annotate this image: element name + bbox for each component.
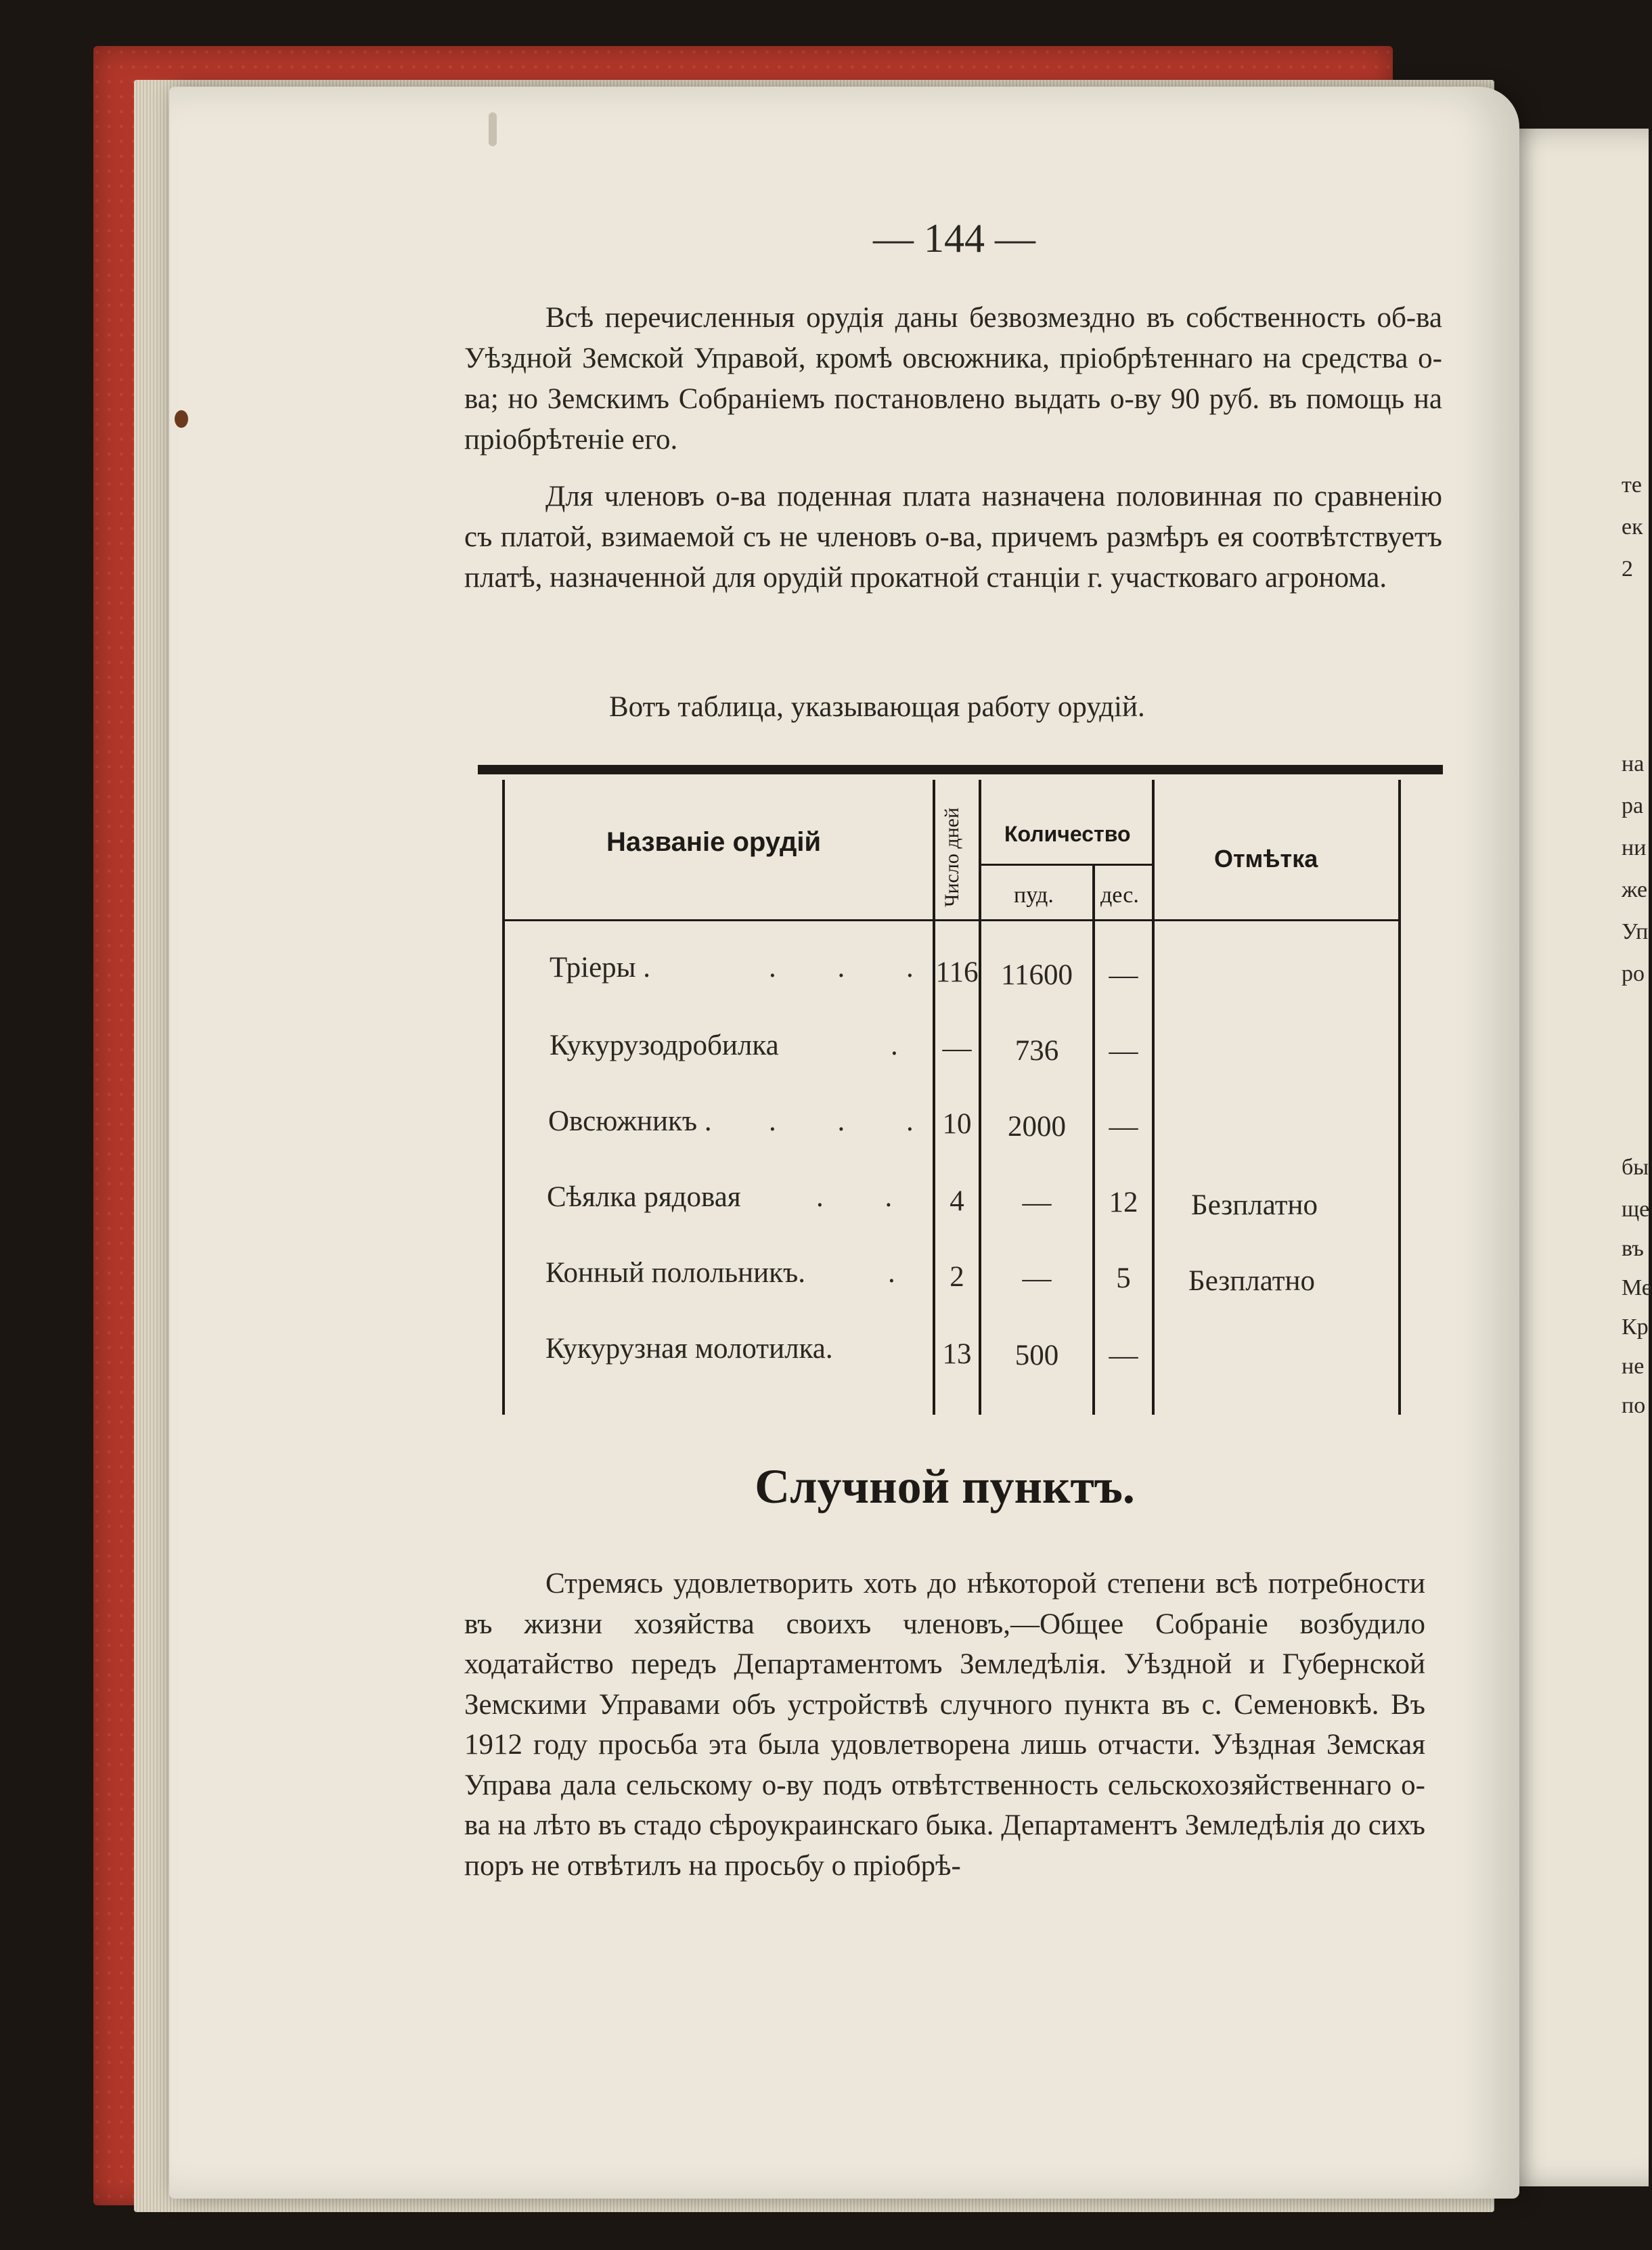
row-des: — — [1109, 1111, 1138, 1143]
table-caption: Вотъ таблица, указывающая работу орудій. — [609, 691, 1145, 723]
header-quantity: Количество — [1004, 822, 1131, 846]
row-dots: . . . — [769, 952, 941, 984]
row-note: Безплатно — [1191, 1189, 1318, 1221]
table-border — [979, 780, 981, 1415]
facing-page-fragment: ра — [1622, 793, 1644, 818]
row-days: — — [942, 1032, 972, 1064]
body-text — [464, 298, 1442, 598]
facing-page-fragment: бы — [1622, 1155, 1649, 1180]
row-name: Сѣялка рядовая — [547, 1181, 741, 1213]
facing-page-fragment: не — [1622, 1354, 1645, 1379]
row-days: 10 — [942, 1108, 972, 1140]
header-name: Названіе орудій — [606, 827, 822, 857]
header-days: Число дней — [941, 807, 963, 907]
paper-mark — [489, 112, 497, 146]
table-border — [502, 919, 1400, 921]
row-name: Овсюжникъ . — [548, 1105, 712, 1137]
facing-page-fragment: Уп — [1622, 919, 1649, 944]
facing-page-fragment: же — [1622, 877, 1648, 902]
table-border — [979, 864, 1152, 866]
facing-page-fragment: на — [1622, 751, 1645, 776]
row-name: Конный полольникъ. — [545, 1257, 806, 1289]
ink-spot — [175, 410, 188, 428]
row-dots: . . . — [769, 1105, 941, 1137]
row-days: 116 — [935, 956, 979, 988]
row-pud: — — [1022, 1187, 1052, 1218]
facing-page-fragment: те — [1622, 472, 1642, 498]
header-des: дес. — [1100, 883, 1139, 908]
facing-page-fragment: ро — [1622, 961, 1645, 986]
table-border — [1152, 780, 1155, 1415]
row-des: 5 — [1116, 1262, 1131, 1294]
row-days: 2 — [950, 1261, 964, 1293]
paragraph: Для членовъ о-ва поденная плата назначена половинная по сравненію съ платой, взимаемой съ не членовъ о-ва, причемъ размѣръ ея соотвѣтствуетъ платѣ, назначенной для орудій прокатной станціи г. участковаго агронома. — [464, 481, 1442, 594]
facing-page-fragment: по — [1622, 1393, 1646, 1418]
facing-page-fragment: ни — [1622, 835, 1647, 860]
facing-page-fragment: Кр — [1622, 1315, 1649, 1340]
section-title: Случной пунктъ. — [755, 1459, 1135, 1514]
table-border — [1398, 780, 1401, 1415]
row-des: — — [1109, 1340, 1138, 1371]
table-border — [502, 780, 505, 1415]
page-number: — 144 — — [873, 216, 1035, 261]
facing-page-fragment: 2 — [1622, 556, 1633, 581]
facing-page-fragment: Ме — [1622, 1275, 1652, 1300]
row-des: — — [1109, 959, 1138, 991]
row-pud: 2000 — [1008, 1111, 1066, 1143]
row-pud: 736 — [1014, 1035, 1059, 1067]
section-body — [464, 1564, 1425, 1886]
header-note: Отмѣтка — [1214, 845, 1318, 873]
paragraph: Стремясь удовлетворить хоть до нѣкоторой степени всѣ потребности въ жизни хозяйства своихъ членовъ,—Общее Собраніе возбудило ходатайство передъ Департаментомъ Земледѣлія. Уѣздной и Губернской Земскими Управами объ устройствѣ случного пункта въ с. Семеновкѣ. Въ 1912 году просьба эта была удовлетворена лишь отчасти. Уѣздная Земская Управа дала сельскому о-ву подъ отвѣтственность сельскохозяйственнаго о-ва на лѣто въ стадо сѣроукраинскаго быка. Департаментъ Земледѣлія до сихъ поръ не отвѣтилъ на просьбу о пріобрѣ- — [464, 1568, 1425, 1882]
paragraph: Всѣ перечисленныя орудія даны безвозмездно въ собственность об-ва Уѣздной Земской Управой, кромѣ овсюжника, пріобрѣтеннаго на средства о-ва; но Земскимъ Собраніемъ постановлено выдать о-ву 90 руб. въ помощь на пріобрѣтеніе его. — [464, 302, 1442, 456]
row-days: 13 — [942, 1338, 972, 1370]
row-name: Кукурузная молотилка. — [545, 1333, 833, 1365]
row-name: Тріеры . — [550, 952, 651, 984]
table-top-rule — [478, 765, 1443, 774]
row-name: Кукурузодробилка — [550, 1030, 779, 1061]
row-pud: 500 — [1014, 1340, 1059, 1371]
tools-table — [478, 765, 1443, 1408]
row-des: 12 — [1109, 1187, 1138, 1218]
facing-page-fragment: въ — [1622, 1236, 1644, 1261]
row-pud: 11600 — [1001, 959, 1073, 991]
table-border — [933, 780, 935, 1415]
facing-page-fragment: ще — [1622, 1197, 1650, 1222]
row-dots: . — [891, 1030, 898, 1061]
row-days: 4 — [950, 1185, 964, 1217]
row-dots: . — [888, 1257, 895, 1289]
header-pud: пуд. — [1014, 883, 1054, 908]
facing-page-fragment: ек — [1622, 514, 1643, 539]
row-dots: . . — [816, 1181, 920, 1213]
row-note: Безплатно — [1188, 1265, 1316, 1297]
row-pud: — — [1022, 1262, 1052, 1294]
row-des: — — [1109, 1035, 1138, 1067]
